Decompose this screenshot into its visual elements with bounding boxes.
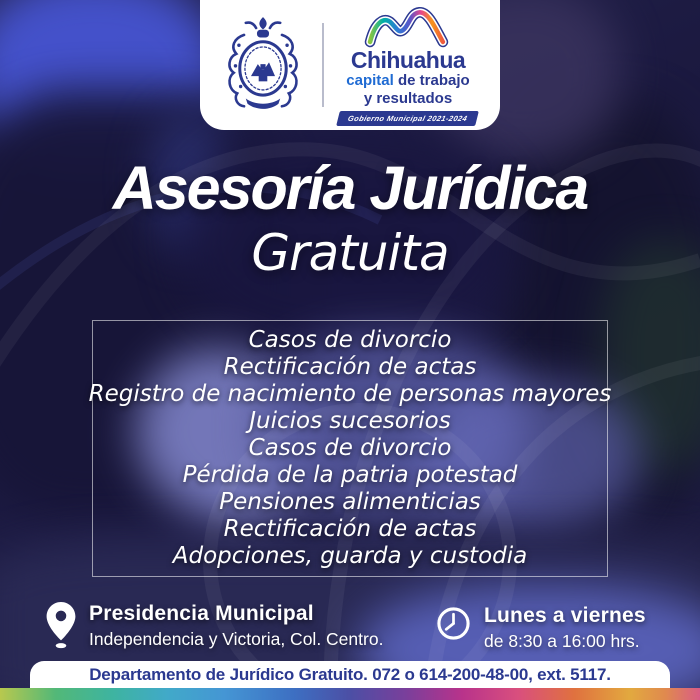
page-subtitle: Gratuita <box>251 224 449 283</box>
clock-icon <box>436 606 471 641</box>
service-item: Adopciones, guarda y custodia <box>172 543 528 569</box>
service-item: Registro de nacimiento de personas mayores <box>88 381 612 407</box>
schedule-info <box>436 604 646 652</box>
brand-name: Chihuahua <box>350 47 466 74</box>
contact-text: Departamento de Jurídico Gratuito. 072 o 614-200-48-00, ext. 5117. <box>89 664 611 684</box>
schedule-hours: de 8:30 a 16:00 hrs. <box>484 631 640 652</box>
location-name: Presidencia Municipal <box>89 602 314 625</box>
location-text <box>89 602 383 650</box>
rainbow-strip <box>0 688 700 700</box>
brand-tagline-highlight: capital <box>346 72 394 90</box>
service-item: Casos de divorcio <box>248 435 452 461</box>
logo-divider <box>322 23 324 107</box>
schedule-days: Lunes a viernes <box>484 604 646 627</box>
brand-block <box>328 4 500 126</box>
brand-tagline <box>346 72 469 89</box>
chihuahua-crest-icon <box>220 13 306 117</box>
service-item: Rectificación de actas <box>223 354 477 380</box>
location-pin-icon <box>46 602 76 650</box>
contact-bar <box>30 661 670 688</box>
service-item: Pensiones alimenticias <box>219 489 481 515</box>
header-logo-card <box>200 0 500 130</box>
brand-tagline-line2: y resultados <box>363 89 453 107</box>
service-item: Casos de divorcio <box>248 327 452 353</box>
page-title: Asesoría Jurídica <box>112 154 588 222</box>
government-badge: Gobierno Municipal 2021-2024 <box>337 111 480 126</box>
service-item: Juicios sucesorios <box>249 408 451 434</box>
title-block <box>0 156 700 282</box>
location-info <box>46 602 383 650</box>
brand-tagline-rest: de trabajo <box>393 72 470 90</box>
location-address: Independencia y Victoria, Col. Centro. <box>89 629 384 650</box>
service-item: Pérdida de la patria potestad <box>182 462 518 488</box>
schedule-text <box>484 604 646 652</box>
services-list <box>88 320 612 577</box>
service-item: Rectificación de actas <box>223 516 477 542</box>
chihuahua-wave-logo-icon <box>359 4 457 48</box>
